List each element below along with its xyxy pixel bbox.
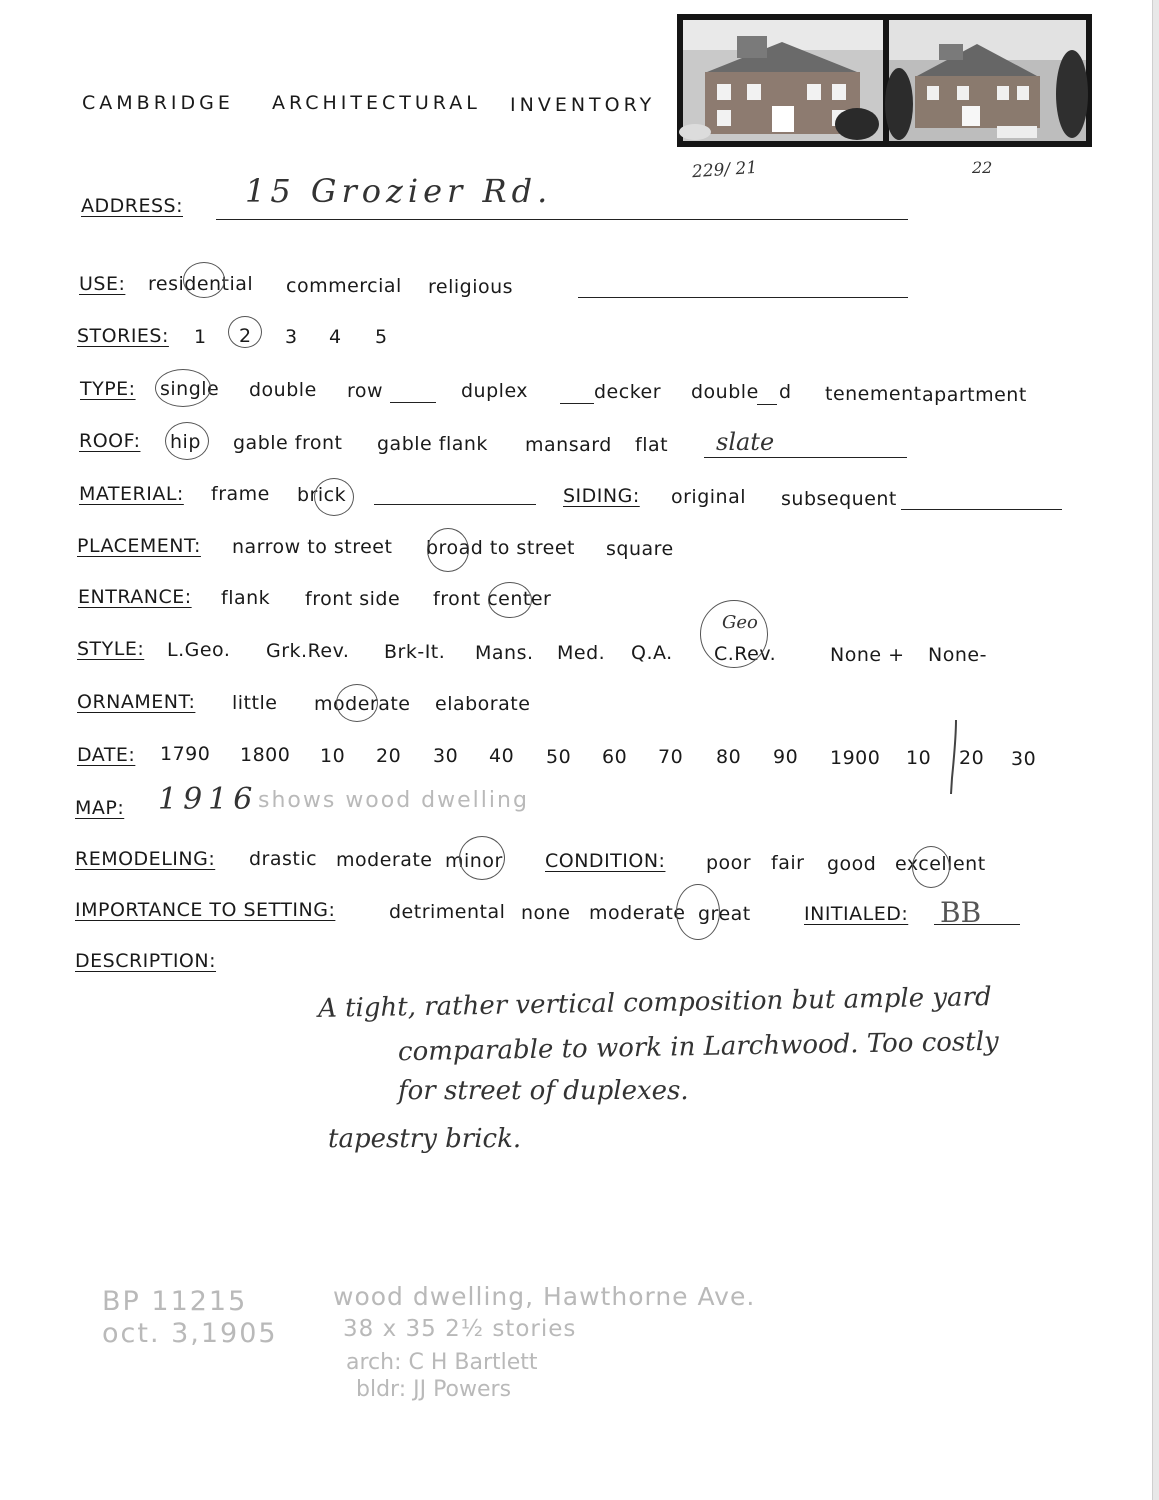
date-80: 80 [716,746,742,768]
type-double-d: double [691,381,759,403]
remodeling-selection-circle [459,836,505,880]
date-40: 40 [489,745,515,767]
siding-label: SIDING: [563,485,640,507]
photo-strip [677,14,1092,147]
style-mans: Mans. [475,642,534,664]
date-1900: 1900 [830,747,881,769]
roof-note-rule [704,457,907,458]
stories-label: STORIES: [77,325,169,347]
roof-gable-flank: gable flank [377,433,488,455]
roof-gable-front: gable front [233,432,343,454]
type-double: double [249,379,317,401]
condition-selection-circle [912,846,950,888]
condition-fair: fair [771,852,805,874]
date-1920: 20 [959,747,985,769]
importance-moderate: moderate [589,902,686,924]
condition-excellent: excellent [895,853,986,875]
style-med: Med. [557,642,606,664]
address-value: 15 Grozier Rd. [245,172,553,210]
stories-4: 4 [329,326,342,348]
ornament-selection-circle [336,684,378,722]
siding-original: original [671,486,747,508]
date-10: 10 [320,745,346,767]
description-line-2: comparable to work in Larchwood. Too costly [397,1026,999,1068]
remodeling-minor: minor [445,850,503,872]
style-none-minus: None- [928,644,987,666]
roof-mansard: mansard [525,434,612,456]
entrance-flank: flank [221,587,271,609]
date-pencil-mark [940,718,964,798]
remodeling-drastic: drastic [249,848,318,870]
photo-number-1: 229/ 21 [691,157,758,183]
type-tenement: tenement [825,383,922,405]
description-line-4: tapestry brick. [328,1124,522,1154]
importance-selection-circle [676,884,720,940]
condition-label: CONDITION: [545,850,666,872]
map-value: 1916 [158,782,259,817]
style-l-geo: L.Geo. [167,639,231,661]
entrance-selection-circle [488,582,532,618]
placement-square: square [606,538,674,560]
type-single: single [160,378,220,400]
material-label: MATERIAL: [79,483,184,505]
use-label: USE: [79,273,126,295]
remodeling-moderate: moderate [336,849,433,871]
remodeling-label: REMODELING: [75,848,216,870]
type-d: d [779,381,792,403]
date-30: 30 [433,745,459,767]
material-selection-circle [314,478,354,516]
placement-narrow: narrow to street [232,536,393,558]
ornament-elaborate: elaborate [435,693,531,715]
material-frame: frame [211,483,270,505]
permit-date: oct. 3,1905 [102,1318,278,1349]
date-1910: 10 [906,747,932,769]
permit-number: BP 11215 [102,1286,248,1317]
style-selection-circle [700,600,768,668]
type-decker: decker [594,381,662,403]
roof-hip: hip [170,431,201,453]
type-decker-rule [560,403,594,404]
house-photos [677,14,1092,147]
stories-5: 5 [375,326,388,348]
roof-flat: flat [635,434,669,456]
use-blank-rule [578,297,908,298]
material-rule [374,504,536,505]
date-60: 60 [602,746,628,768]
style-brk-it: Brk-It. [384,641,446,663]
initialed-label: INITIALED: [804,903,909,925]
placement-broad: broad to street [426,537,576,559]
header-word-architectural: ARCHITECTURAL [272,92,481,114]
type-selection-circle [155,369,211,407]
condition-poor: poor [706,852,752,874]
style-qa: Q.A. [631,642,673,664]
entrance-label: ENTRANCE: [78,586,192,608]
placement-label: PLACEMENT: [77,535,201,557]
permit-line-3: arch: C H Bartlett [346,1350,538,1375]
header-word-cambridge: CAMBRIDGE [82,92,234,114]
style-grk-rev: Grk.Rev. [266,640,350,662]
stories-selection-circle [228,316,262,348]
date-20: 20 [376,745,402,767]
permit-line-2: 38 x 35 2½ stories [343,1316,577,1342]
header-word-inventory: INVENTORY [510,94,656,116]
permit-line-1: wood dwelling, Hawthorne Ave. [333,1282,756,1311]
initialed-rule [934,924,1020,925]
roof-label: ROOF: [79,430,141,452]
type-row-rule [390,402,436,403]
use-religious: religious [428,276,514,298]
placement-selection-circle [427,528,469,572]
permit-line-4: bldr: JJ Powers [356,1377,512,1402]
description-line-3: for street of duplexes. [398,1076,689,1106]
style-none-plus: None + [830,644,905,666]
date-1930: 30 [1011,748,1037,770]
date-90: 90 [773,746,799,768]
roof-note: slate [716,428,775,456]
style-c-rev: C.Rev. [714,643,777,665]
address-label: ADDRESS: [81,195,183,217]
entrance-front-center: front center [433,588,552,610]
initialed-value: BB [940,896,982,929]
type-duplex: duplex [461,380,529,402]
photo-number-2: 22 [972,158,993,177]
stories-2: 2 [239,325,252,347]
date-50: 50 [546,746,572,768]
importance-great: great [698,903,751,925]
siding-rule [901,509,1062,510]
condition-good: good [827,853,877,875]
date-label: DATE: [77,744,136,766]
use-residential: residential [148,273,254,295]
importance-label: IMPORTANCE TO SETTING: [75,899,336,921]
ornament-little: little [232,692,278,714]
type-double-d-rule [757,404,777,405]
entrance-front-side: front side [305,588,401,610]
material-brick: brick [297,484,347,506]
type-label: TYPE: [80,378,136,400]
style-note: Geo [722,612,758,633]
importance-detrimental: detrimental [389,901,506,923]
type-row: row [347,380,384,402]
date-1790: 1790 [160,743,211,765]
map-label: MAP: [75,797,125,819]
type-apartment: apartment [922,384,1027,406]
description-line-1: A tight, rather vertical composition but ample yard [317,982,992,1024]
map-note: shows wood dwelling [258,788,529,813]
style-label: STYLE: [77,638,145,660]
ornament-label: ORNAMENT: [77,691,196,713]
date-1800: 1800 [240,744,291,766]
description-label: DESCRIPTION: [75,950,217,972]
siding-subsequent: subsequent [781,488,897,510]
ornament-moderate: moderate [314,693,411,715]
date-70: 70 [658,746,684,768]
stories-3: 3 [285,326,298,348]
address-rule [216,219,908,220]
use-selection-circle [183,262,225,298]
stories-1: 1 [194,326,207,348]
roof-selection-circle [165,422,209,460]
importance-none: none [521,902,571,924]
page-edge-shadow [1152,0,1159,1500]
use-commercial: commercial [286,275,402,297]
